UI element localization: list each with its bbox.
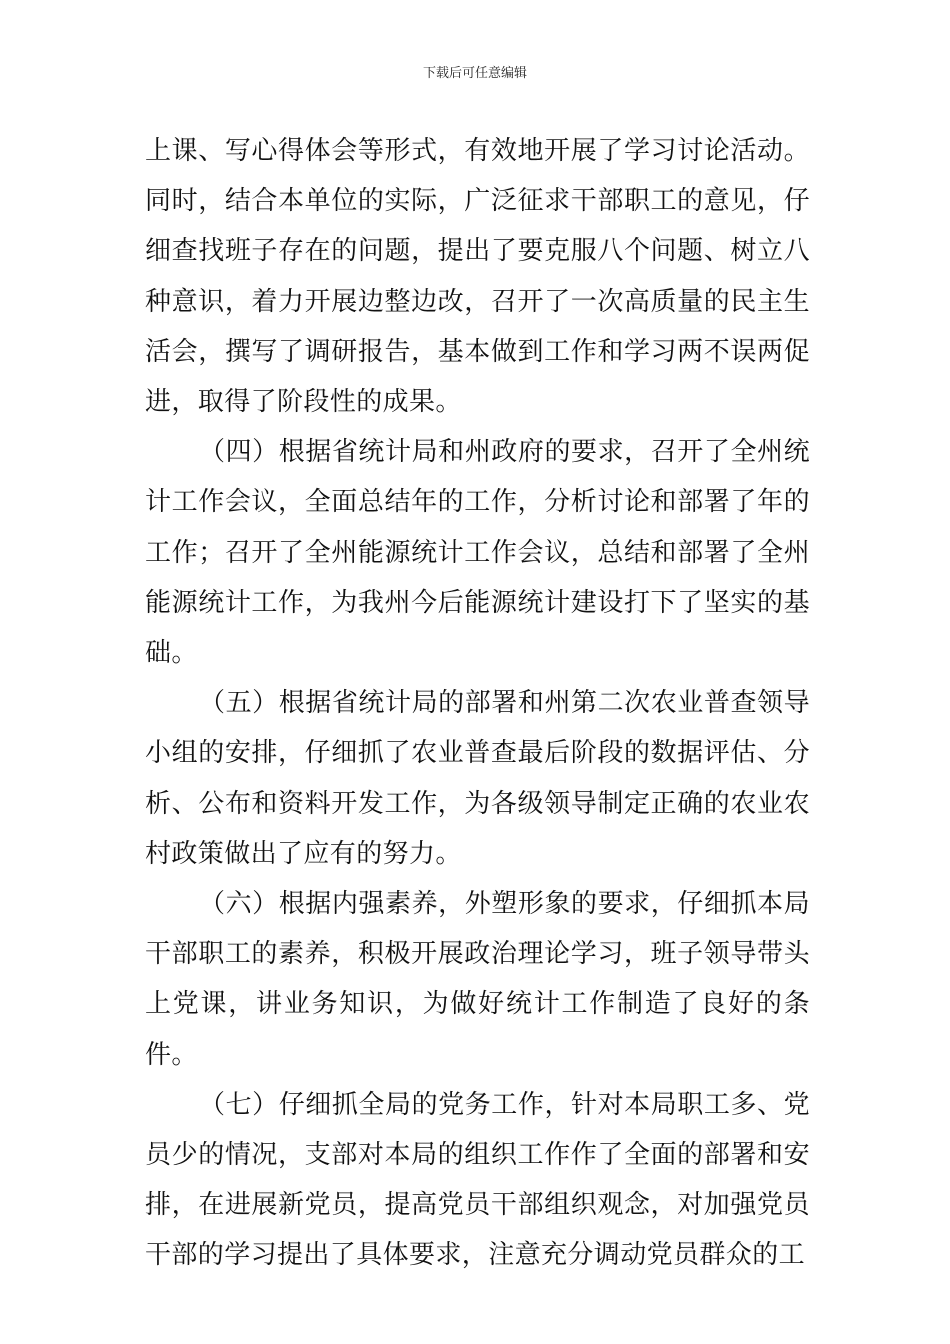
- paragraph-section-six: （六）根据内强素养，外塑形象的要求，仔细抓本局干部职工的素养，积极开展政治理论学习，班子领导带头上党课，讲业务知识，为做好统计工作制造了良好的条件。: [145, 889, 810, 1070]
- paragraph-section-four: （四）根据省统计局和州政府的要求，召开了全州统计工作会议，全面总结年的工作，分析讨论和部署了年的工作；召开了全州能源统计工作会议，总结和部署了全州能源统计工作，为我州今后能源统计建设打下了坚实的基础。: [145, 437, 810, 669]
- paragraph-continuation: 上课、写心得体会等形式，有效地开展了学习讨论活动。同时，结合本单位的实际，广泛征求干部职工的意见，仔细查找班子存在的问题，提出了要克服八个问题、树立八种意识，着力开展边整边改，召开了一次高质量的民主生活会，撰写了调研报告，基本做到工作和学习两不误两促进，取得了阶段性的成果。: [145, 136, 810, 418]
- paragraph-section-five: （五）根据省统计局的部署和州第二次农业普查领导小组的安排，仔细抓了农业普查最后阶段的数据评估、分析、公布和资料开发工作，为各级领导制定正确的农业农村政策做出了应有的努力。: [145, 688, 810, 869]
- page-header: 下载后可任意编辑: [422, 66, 527, 81]
- paragraph-section-seven: （七）仔细抓全局的党务工作，针对本局职工多、党员少的情况，支部对本局的组织工作作了全面的部署和安排，在进展新党员，提高党员干部组织观念，对加强党员干部的学习提出了具体要求，注意充分调动党员群众的工: [145, 1089, 810, 1271]
- document-body: [145, 126, 810, 1281]
